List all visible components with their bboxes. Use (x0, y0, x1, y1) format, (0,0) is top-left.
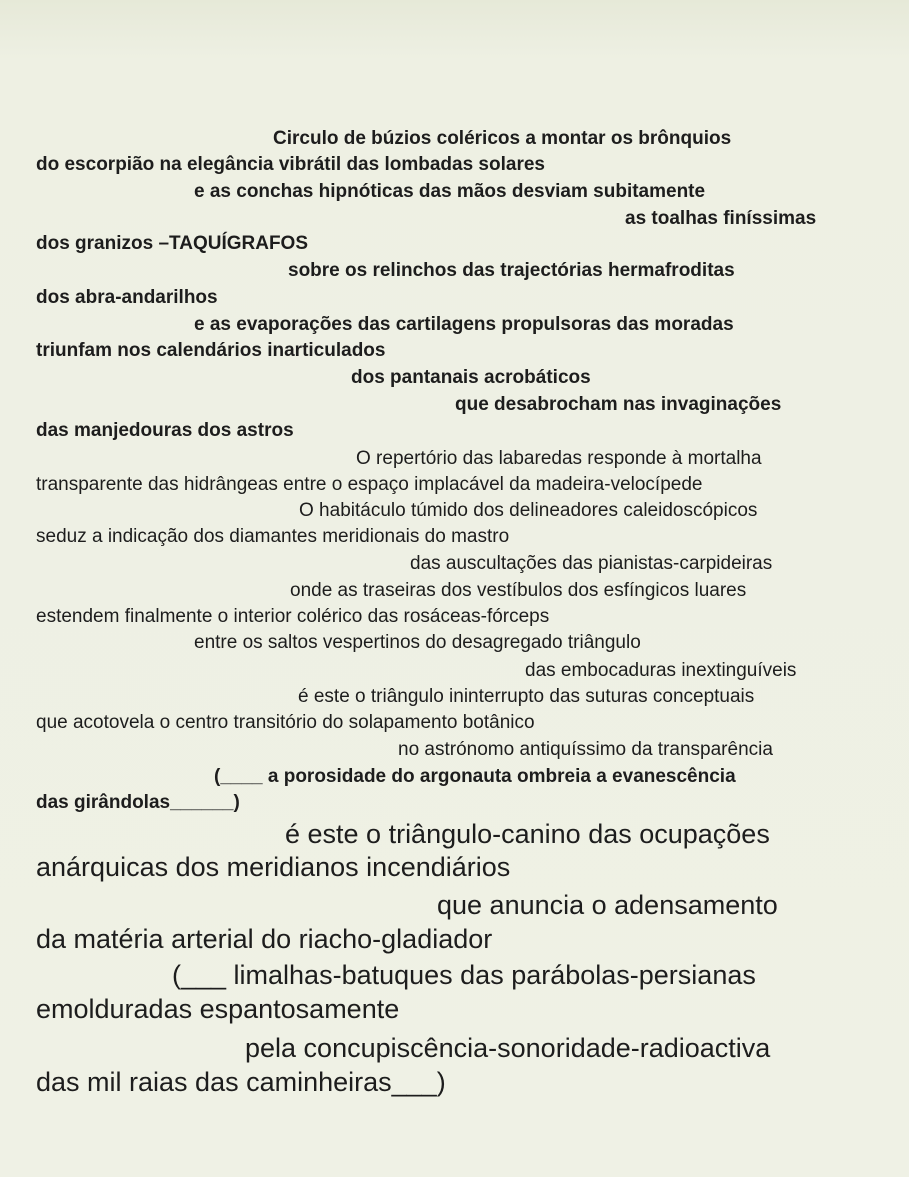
poem-line-1: Circulo de búzios coléricos a montar os brônquios (273, 128, 732, 149)
poem-line-9: triunfam nos calendários inarticulados (36, 340, 386, 361)
poem-line-24: no astrónomo antiquíssimo da transparência (398, 739, 773, 760)
poem-line-28: anárquicas dos meridianos incendiários (36, 852, 511, 882)
poem-line-4: as toalhas finíssimas (625, 208, 817, 229)
poem-line-31: (___ limalhas-batuques das parábolas-persianas (172, 960, 756, 990)
poem-line-23: que acotovela o centro transitório do solapamento botânico (36, 712, 535, 733)
poem-line-13: O repertório das labaredas responde à mortalha (356, 448, 762, 469)
poem-line-32: emolduradas espantosamente (36, 994, 400, 1024)
poem-line-8: e as evaporações das cartilagens propulsoras das moradas (194, 314, 734, 335)
poem-line-33: pela concupiscência-sonoridade-radioactiva (245, 1033, 771, 1063)
poem-line-30: da matéria arterial do riacho-gladiador (36, 924, 493, 954)
poem-line-12: das manjedouras dos astros (36, 420, 294, 441)
poem-line-19: estendem finalmente o interior colérico das rosáceas-fórceps (36, 606, 550, 627)
poem-line-16: seduz a indicação dos diamantes meridionais do mastro (36, 526, 510, 547)
poem-line-20: entre os saltos vespertinos do desagregado triângulo (194, 632, 641, 653)
poem-line-14: transparente das hidrângeas entre o espaço implacável da madeira-velocípede (36, 474, 703, 495)
poem-line-7: dos abra-andarilhos (36, 287, 218, 308)
poem-line-34: das mil raias das caminheiras___) (36, 1067, 446, 1097)
poem-line-10: dos pantanais acrobáticos (351, 367, 591, 388)
poem-line-5: dos granizos –TAQUÍGRAFOS (36, 233, 309, 254)
poem-line-27: é este o triângulo-canino das ocupações (285, 819, 770, 849)
poem-line-11: que desabrocham nas invaginações (455, 394, 782, 415)
poem-line-6: sobre os relinchos das trajectórias hermafroditas (288, 260, 735, 281)
poem-line-26: das girândolas______) (36, 792, 240, 813)
poem-line-17: das auscultações das pianistas-carpideiras (410, 553, 773, 574)
poem-line-3: e as conchas hipnóticas das mãos desviam subitamente (194, 181, 706, 202)
poem-line-2: do escorpião na elegância vibrátil das lombadas solares (36, 154, 545, 175)
poem-line-29: que anuncia o adensamento (437, 890, 778, 920)
poem-line-25: (____ a porosidade do argonauta ombreia a evanescência (214, 766, 736, 787)
poem-line-18: onde as traseiras dos vestíbulos dos esfíngicos luares (290, 580, 747, 601)
poem-line-21: das embocaduras inextinguíveis (525, 660, 797, 681)
poem-line-15: O habitáculo túmido dos delineadores caleidoscópicos (299, 500, 758, 521)
poem-line-22: é este o triângulo ininterrupto das suturas conceptuais (298, 686, 755, 707)
